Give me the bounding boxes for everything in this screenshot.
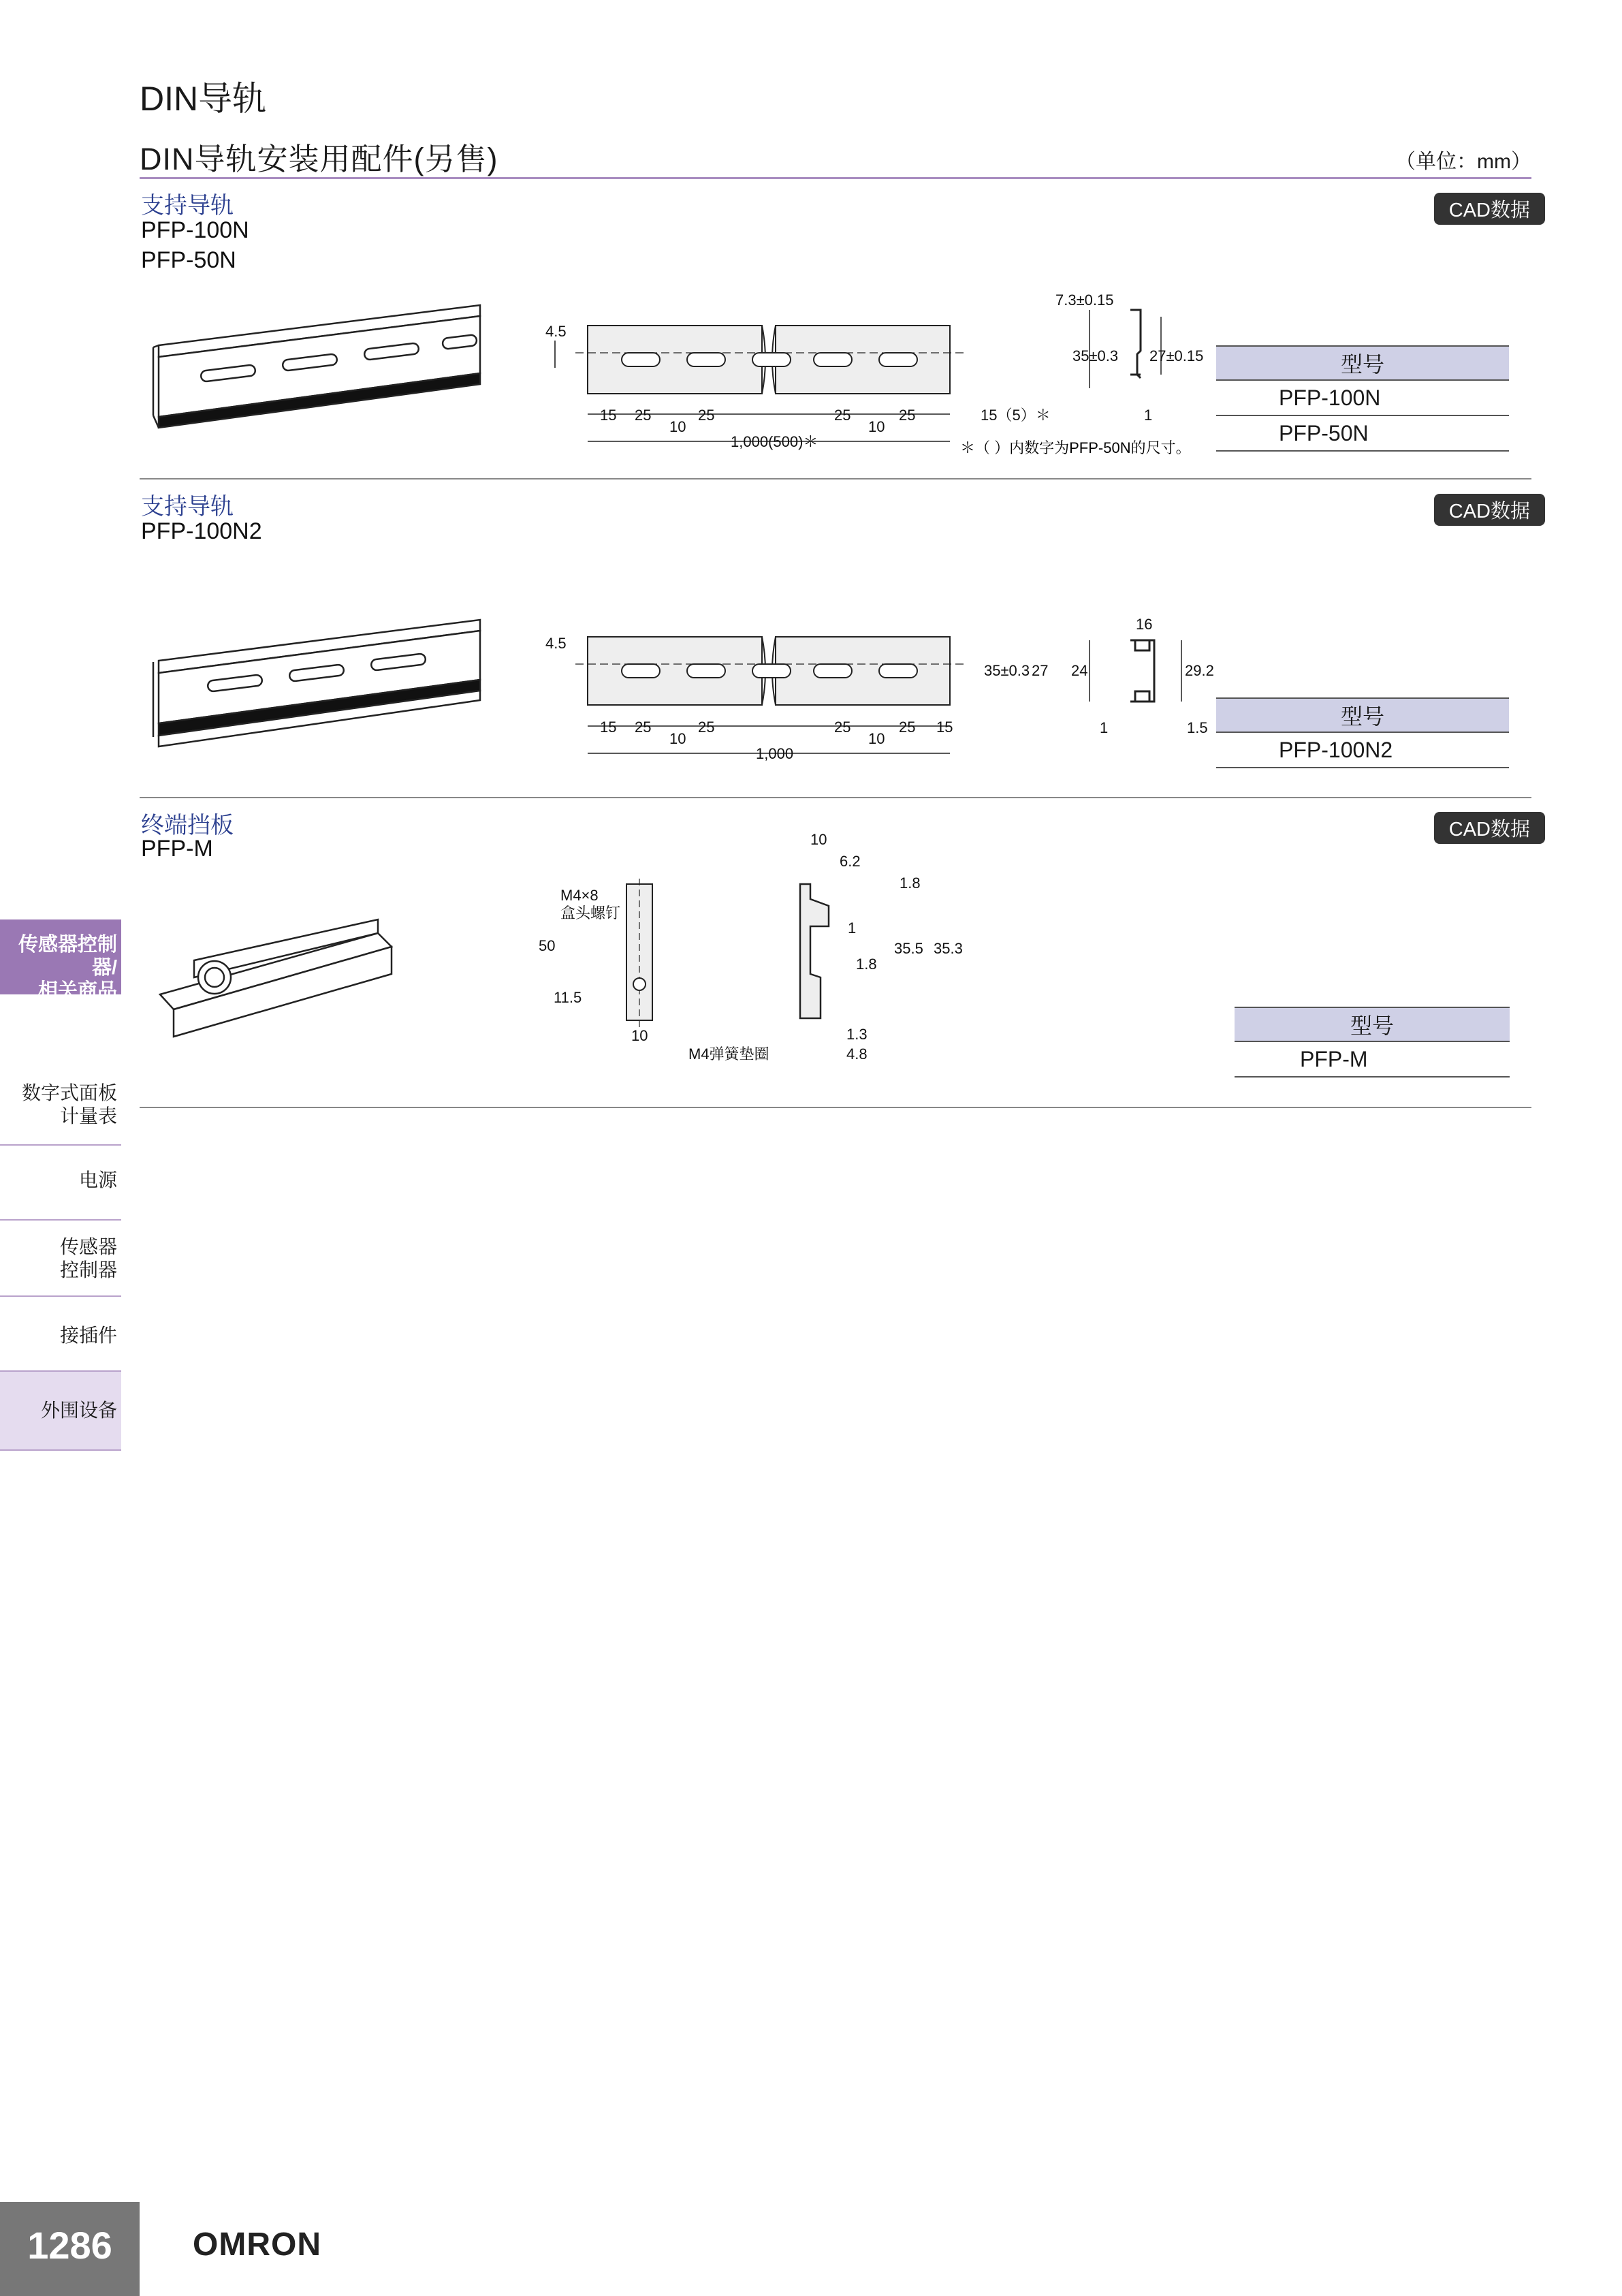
dim-label: 25 [899, 719, 916, 736]
sidebar-divider [0, 1295, 121, 1297]
dim-label: 10 [868, 730, 885, 747]
section-label: 支持导轨 [141, 493, 234, 520]
dim-label: 1 [848, 919, 857, 937]
dim-label: 10 [810, 831, 827, 848]
sidebar-divider [0, 1144, 121, 1146]
section-divider [140, 478, 1531, 479]
rail-perspective-illustration [153, 305, 480, 428]
end-plate-illustration [160, 919, 392, 1037]
dim-label: 15 [600, 407, 617, 424]
model-table [1216, 345, 1509, 452]
dim-label: 4.8 [846, 1045, 868, 1063]
dim-label: 27±0.15 [1149, 347, 1204, 364]
model-name: PFP-M [141, 836, 213, 862]
sidebar-item-label: 计量表 [59, 1105, 117, 1127]
table-header: 型号 [1235, 1007, 1510, 1041]
table-cell: PFP-M [1235, 1041, 1510, 1077]
dim-label: 1 [1100, 719, 1109, 736]
dim-label: 1.8 [900, 875, 921, 892]
model-name: PFP-100N2 [141, 518, 262, 544]
sidebar-item-label: 数字式面板 [21, 1082, 117, 1103]
unit-note: （单位：mm） [1395, 151, 1531, 173]
dim-label: M4×8 [560, 887, 599, 904]
dim-label: 25 [698, 719, 715, 736]
rail-perspective-illustration [153, 620, 480, 746]
sidebar-item-label: 接插件 [59, 1325, 117, 1346]
dim-label: 10 [669, 730, 686, 747]
dim-label: 25 [834, 719, 851, 736]
dim-label: 10 [631, 1027, 648, 1044]
dim-label: 35±0.3 [984, 662, 1030, 679]
dim-label: 35.3 [934, 940, 963, 957]
model-table [1216, 697, 1509, 768]
sidebar-item-label: 外围设备 [40, 1400, 117, 1421]
dim-label: 25 [698, 407, 715, 424]
section-divider [140, 797, 1531, 798]
header-divider [140, 177, 1531, 179]
dim-label: 10 [669, 418, 686, 435]
dim-label: 25 [635, 719, 652, 736]
dim-label: 29.2 [1185, 662, 1214, 679]
sidebar-divider [0, 1219, 121, 1221]
sidebar-item-sensor-controller[interactable] [0, 919, 121, 1002]
sidebar-divider [0, 1449, 121, 1451]
brand-logo: OMRON [193, 2227, 321, 2263]
dim-label: 15（5）＊ [981, 407, 1051, 424]
model-name: PFP-100N [141, 217, 249, 243]
page-title: DIN导轨 [140, 80, 267, 118]
dim-label: 1,000 [756, 745, 794, 762]
section-label: 终端挡板 [141, 812, 234, 839]
dim-label: 1 [1144, 407, 1153, 424]
dim-label: 16 [1136, 616, 1153, 633]
end-plate-side-view [800, 884, 829, 1018]
dim-label: 25 [635, 407, 652, 424]
table-cell: PFP-100N [1216, 380, 1509, 415]
sidebar-item-power-supply[interactable] [0, 1169, 121, 1192]
section-label: 支持导轨 [141, 192, 234, 219]
dim-label: 4.5 [545, 635, 567, 652]
model-table [1235, 1007, 1510, 1078]
section-subtitle: DIN导轨安装用配件(另售) [140, 142, 498, 176]
dim-label: 25 [834, 407, 851, 424]
sidebar-item-label: 相关商品 [37, 980, 117, 1002]
section-divider [140, 1107, 1531, 1108]
rail-front-view [575, 637, 964, 705]
rail-cross-section [1090, 640, 1181, 702]
sidebar-item-connector[interactable] [0, 1324, 121, 1347]
end-plate-drawing [140, 824, 1297, 1076]
dim-label: 35±0.3 [1072, 347, 1119, 364]
sidebar-item-label: 传感器控制器/ [18, 934, 117, 979]
end-plate-front-view [626, 879, 652, 1028]
footnote: ＊（ ）内数字为PFP-50N的尺寸。 [960, 439, 1191, 456]
dim-label: 7.3±0.15 [1055, 292, 1114, 309]
sidebar-item-peripherals[interactable] [0, 1372, 121, 1449]
dim-label: 15 [600, 719, 617, 736]
dim-label: 50 [539, 937, 556, 954]
cad-data-button[interactable]: CAD数据 [1434, 812, 1545, 844]
dim-label: 6.2 [840, 853, 861, 870]
page-number: 1286 [0, 2202, 140, 2296]
sidebar-item-label: 传感器 [59, 1236, 117, 1257]
dim-label: 11.5 [554, 989, 582, 1006]
dim-label: 1.3 [846, 1026, 868, 1043]
dim-label: 25 [899, 407, 916, 424]
rail-front-view [575, 326, 964, 394]
sidebar-item-sensor-controller-2[interactable] [0, 1236, 121, 1282]
dim-label: 24 [1071, 662, 1088, 679]
dim-label: 4.5 [545, 323, 567, 340]
table-header: 型号 [1216, 346, 1509, 380]
table-header: 型号 [1216, 698, 1509, 732]
dim-label: 35.5 [894, 940, 923, 957]
dim-label: M4弹簧垫圈 [688, 1045, 769, 1063]
dim-label: 1.8 [856, 956, 877, 973]
model-name: PFP-50N [141, 247, 236, 273]
table-cell: PFP-50N [1216, 415, 1509, 451]
sidebar-item-digital-panel-meter[interactable] [0, 1082, 121, 1128]
dim-label: 15 [936, 719, 953, 736]
dim-label: 10 [868, 418, 885, 435]
dim-label: 1.5 [1187, 719, 1208, 736]
cad-data-button[interactable]: CAD数据 [1434, 494, 1545, 526]
dim-label: 1,000(500)＊ [731, 433, 818, 450]
sidebar-item-label: 电源 [78, 1169, 117, 1191]
cad-data-button[interactable]: CAD数据 [1434, 193, 1545, 225]
table-cell: PFP-100N2 [1216, 732, 1509, 768]
dim-label: 27 [1032, 662, 1049, 679]
dim-label: 盒头螺钉 [560, 905, 621, 922]
sidebar-item-label: 控制器 [59, 1259, 117, 1280]
